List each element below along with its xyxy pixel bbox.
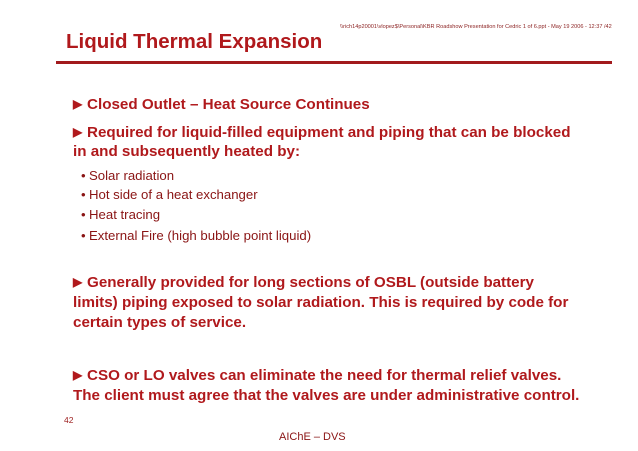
page-number: 42 xyxy=(64,415,74,425)
sub-item-heat-exchanger xyxy=(81,186,258,203)
file-path-header: \\rich14p20001\vlopez$\Personal\KBR Roadshow Presentation for Cedric 1 of 6.ppt - May 19 2006 - 12:37 /42 xyxy=(340,24,612,30)
bullet-cso-lo-valves xyxy=(73,366,561,385)
bullet-osbl-piping xyxy=(73,273,534,292)
slide-title: Liquid Thermal Expansion xyxy=(66,30,323,53)
dot-icon: • xyxy=(81,207,86,222)
bullet-required-for-liquid xyxy=(73,123,571,142)
dot-icon: • xyxy=(81,187,86,202)
dot-icon: • xyxy=(81,228,86,243)
bullet-text: certain types of service. xyxy=(73,314,247,331)
sub-item-external-fire xyxy=(81,227,311,244)
bullet-text: in and subsequently heated by: xyxy=(73,143,301,160)
sub-item-text: Hot side of a heat exchanger xyxy=(89,187,258,202)
sub-item-text: Solar radiation xyxy=(89,168,175,183)
bullet-osbl-piping-continued-2 xyxy=(73,313,246,332)
bullet-text: limits) piping exposed to solar radiation. This is required by code for xyxy=(73,294,569,311)
bullet-text: Generally provided for long sections of OSBL (outside battery xyxy=(87,274,534,291)
sub-item-text: External Fire (high bubble point liquid) xyxy=(89,228,312,243)
triangle-arrow-right-icon: ▶ xyxy=(73,97,83,111)
bullet-text: CSO or LO valves can eliminate the need for thermal relief valves. xyxy=(87,367,562,384)
title-underline xyxy=(56,61,612,64)
sub-item-text: Heat tracing xyxy=(89,207,161,222)
bullet-text: Required for liquid-filled equipment and piping that can be blocked xyxy=(87,124,571,141)
triangle-arrow-right-icon: ▶ xyxy=(73,368,83,382)
dot-icon: • xyxy=(81,168,86,183)
triangle-arrow-right-icon: ▶ xyxy=(73,275,83,289)
triangle-arrow-right-icon: ▶ xyxy=(73,125,83,139)
bullet-text: The client must agree that the valves are under administrative control. xyxy=(73,387,580,404)
bullet-cso-lo-valves-continued xyxy=(73,386,579,405)
footer-organization: AIChE – DVS xyxy=(279,431,346,443)
sub-item-heat-tracing xyxy=(81,206,160,223)
bullet-closed-outlet xyxy=(73,95,370,114)
bullet-text: Closed Outlet – Heat Source Continues xyxy=(87,96,370,113)
bullet-osbl-piping-continued xyxy=(73,293,568,312)
bullet-required-for-liquid-continued xyxy=(73,142,300,161)
sub-item-solar-radiation xyxy=(81,167,174,184)
